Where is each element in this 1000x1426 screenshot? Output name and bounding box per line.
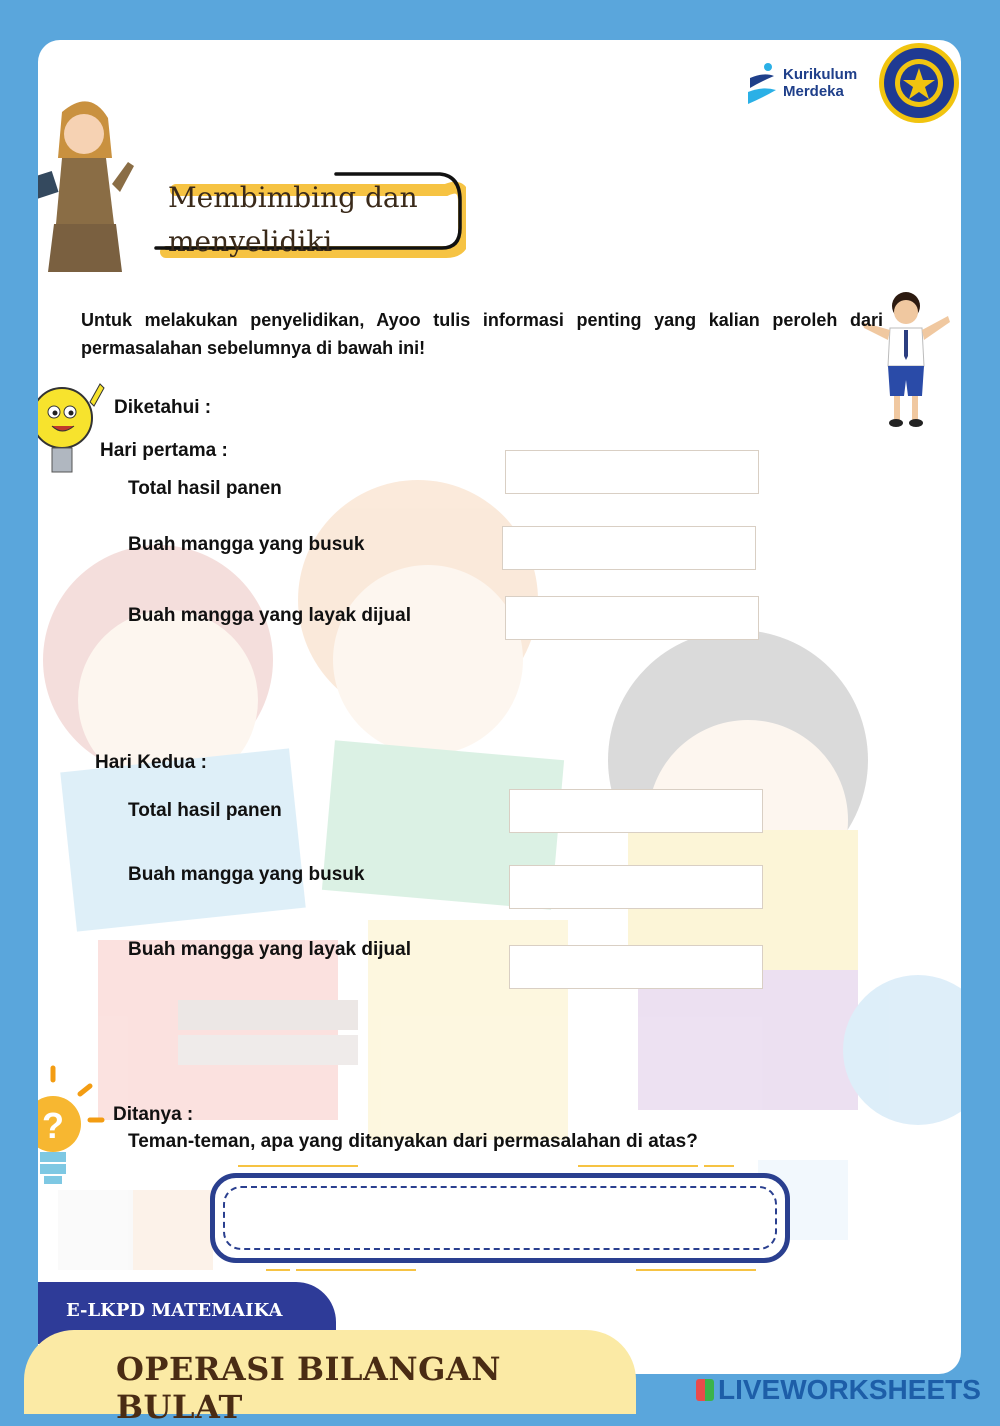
day1-sellable-mango-label: Buah mangga yang layak dijual <box>128 605 411 626</box>
asked-label: Ditanya : <box>113 1104 194 1125</box>
svg-text:?: ? <box>42 1105 64 1146</box>
liveworksheets-logo-icon <box>696 1379 714 1401</box>
instruction-text: Untuk melakukan penyelidikan, Ayoo tulis informasi penting yang kalian peroleh dari permasalahan sebelumnya di bawah ini! <box>81 310 883 358</box>
asked-question: Teman-teman, apa yang ditanyakan dari permasalahan di atas? <box>128 1131 698 1152</box>
university-seal-icon <box>878 42 960 124</box>
known-label: Diketahui : <box>114 397 212 418</box>
worksheet-page <box>38 40 961 1374</box>
kurikulum-merdeka-logo-icon <box>744 62 780 108</box>
liveworksheets-text: LIVEWORKSHEETS <box>718 1374 981 1405</box>
day1-total-harvest-input[interactable] <box>505 450 759 494</box>
day1-label: Hari pertama : <box>100 440 228 461</box>
logo-line-2: Merdeka <box>783 83 844 100</box>
day2-total-harvest-input[interactable] <box>509 789 763 833</box>
day2-total-harvest-label: Total hasil panen <box>128 800 282 821</box>
day2-sellable-mango-input[interactable] <box>509 945 763 989</box>
footer-title-bar <box>24 1330 636 1426</box>
footer-tag-label: E-LKPD MATEMAIKA <box>66 1300 283 1321</box>
day2-rotten-mango-input[interactable] <box>509 865 763 909</box>
idea-bulb-icon <box>38 1062 108 1190</box>
day2-label: Hari Kedua : <box>95 752 207 773</box>
section-title-line-2: menyelidiki <box>168 225 333 258</box>
footer-title: OPERASI BILANGAN BULAT <box>116 1350 501 1426</box>
day1-rotten-mango-label: Buah mangga yang busuk <box>128 534 365 555</box>
teacher-illustration <box>38 92 146 274</box>
section-title-line-1: Membimbing dan <box>168 181 418 214</box>
section-title <box>168 176 468 264</box>
lightbulb-mascot-icon <box>38 374 106 486</box>
liveworksheets-watermark <box>696 1374 981 1406</box>
day1-total-harvest-label: Total hasil panen <box>128 478 282 499</box>
answer-textarea[interactable] <box>210 1173 790 1263</box>
day1-sellable-mango-input[interactable] <box>505 596 759 640</box>
answer-textarea-inner[interactable] <box>223 1186 777 1250</box>
day1-rotten-mango-input[interactable] <box>502 526 756 570</box>
kurikulum-merdeka-logo <box>783 66 857 100</box>
day2-sellable-mango-label: Buah mangga yang layak dijual <box>128 939 411 960</box>
day2-rotten-mango-label: Buah mangga yang busuk <box>128 864 365 885</box>
logo-line-1: Kurikulum <box>783 66 858 83</box>
